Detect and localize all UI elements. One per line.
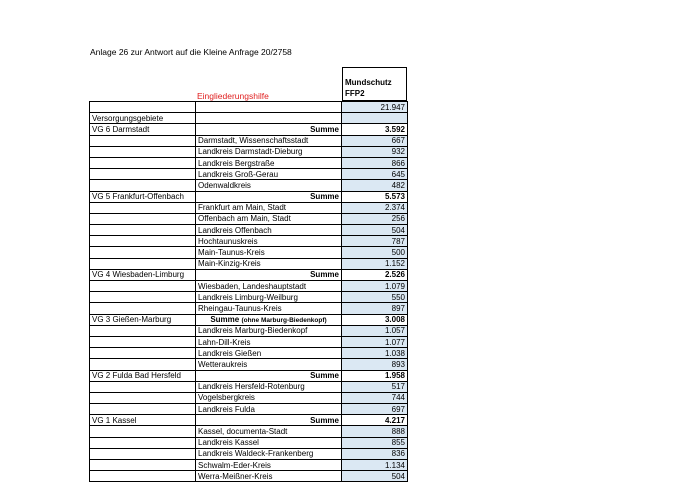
- column-header-mundschutz: [342, 67, 407, 101]
- district-row: [90, 247, 408, 258]
- district-row: [90, 169, 408, 180]
- district-row: [90, 303, 408, 314]
- region-sum-row: [90, 370, 408, 381]
- region-name: VG 5 Frankfurt-Offenbach: [90, 191, 196, 202]
- district-row: [90, 471, 408, 482]
- blank-cell: [90, 135, 196, 146]
- district-name: Landkreis Limburg-Weilburg: [196, 292, 342, 303]
- district-name: Vogelsbergkreis: [196, 392, 342, 403]
- district-name: Wiesbaden, Landeshauptstadt: [196, 281, 342, 292]
- district-row: [90, 258, 408, 269]
- district-name: Landkreis Kassel: [196, 437, 342, 448]
- district-value: 855: [342, 437, 408, 448]
- blank-cell: [90, 381, 196, 392]
- sum-label-cell: [196, 269, 342, 280]
- district-row: [90, 381, 408, 392]
- blank-cell: [90, 348, 196, 359]
- region-name: VG 2 Fulda Bad Hersfeld: [90, 370, 196, 381]
- sum-label: Summe: [310, 415, 339, 425]
- district-value: 1.152: [342, 258, 408, 269]
- district-name: Wetteraukreis: [196, 359, 342, 370]
- blank-cell: [90, 146, 196, 157]
- region-sum-row: [90, 269, 408, 280]
- sum-note: (ohne Marburg-Biedenkopf): [241, 316, 327, 324]
- district-name: Offenbach am Main, Stadt: [196, 213, 342, 224]
- blank-cell: [90, 236, 196, 247]
- district-value: 932: [342, 146, 408, 157]
- district-value: 517: [342, 381, 408, 392]
- district-name: Werra-Meißner-Kreis: [196, 471, 342, 482]
- region-name: VG 6 Darmstadt: [90, 124, 196, 135]
- sum-label: Summe: [310, 124, 339, 134]
- document-caption: Anlage 26 zur Antwort auf die Kleine Anfrage 20/2758: [90, 47, 292, 57]
- district-row: [90, 180, 408, 191]
- blank-cell: [90, 392, 196, 403]
- district-value: 667: [342, 135, 408, 146]
- district-value: 645: [342, 169, 408, 180]
- region-sum-row: [90, 415, 408, 426]
- district-value: 504: [342, 471, 408, 482]
- district-value: 836: [342, 448, 408, 459]
- district-name: Main-Taunus-Kreis: [196, 247, 342, 258]
- district-row: [90, 426, 408, 437]
- district-row: [90, 359, 408, 370]
- sum-label: Summe: [310, 371, 339, 381]
- district-value: 550: [342, 292, 408, 303]
- district-value: 2.374: [342, 202, 408, 213]
- section-label-row: [90, 113, 408, 124]
- district-row: [90, 292, 408, 303]
- blank-cell: [90, 102, 196, 113]
- blank-cell: [90, 325, 196, 336]
- blank-cell: [90, 180, 196, 191]
- district-row: [90, 336, 408, 347]
- district-row: [90, 437, 408, 448]
- district-value: 500: [342, 247, 408, 258]
- district-row: [90, 202, 408, 213]
- district-row: [90, 146, 408, 157]
- district-value: 504: [342, 225, 408, 236]
- region-name: VG 3 Gießen-Marburg: [90, 314, 196, 325]
- district-name: Landkreis Waldeck-Frankenberg: [196, 448, 342, 459]
- blank-cell: [90, 460, 196, 471]
- district-row: [90, 135, 408, 146]
- region-sum-value: 1.958: [342, 370, 408, 381]
- region-sum-value: 3.008: [342, 314, 408, 325]
- section-label: Versorgungsgebiete: [90, 113, 196, 124]
- district-value: 1.057: [342, 325, 408, 336]
- district-value: 697: [342, 404, 408, 415]
- district-row: [90, 213, 408, 224]
- district-value: 1.038: [342, 348, 408, 359]
- sum-label-cell: [196, 415, 342, 426]
- district-row: [90, 460, 408, 471]
- category-label: Eingliederungshilfe: [197, 91, 269, 101]
- column-header-line2: FFP2: [345, 89, 365, 98]
- district-name: Darmstadt, Wissenschaftsstadt: [196, 135, 342, 146]
- blank-cell: [90, 247, 196, 258]
- blank-cell: [90, 448, 196, 459]
- district-row: [90, 236, 408, 247]
- blank-cell: [90, 202, 196, 213]
- district-row: [90, 157, 408, 168]
- blank-cell: [90, 404, 196, 415]
- region-name: VG 1 Kassel: [90, 415, 196, 426]
- district-row: [90, 325, 408, 336]
- district-row: [90, 404, 408, 415]
- sum-label: Summe: [310, 192, 339, 202]
- blank-cell: [90, 471, 196, 482]
- blank-cell: [90, 258, 196, 269]
- column-header-line1: Mundschutz: [345, 78, 392, 87]
- blank-cell: [90, 303, 196, 314]
- district-name: Kassel, documenta-Stadt: [196, 426, 342, 437]
- district-name: Hochtaunuskreis: [196, 236, 342, 247]
- district-name: Landkreis Offenbach: [196, 225, 342, 236]
- district-row: [90, 348, 408, 359]
- sum-label-cell: [196, 370, 342, 381]
- blank-cell: [90, 426, 196, 437]
- district-name: Landkreis Gießen: [196, 348, 342, 359]
- blank-cell: [90, 437, 196, 448]
- district-name: Landkreis Hersfeld-Rotenburg: [196, 381, 342, 392]
- district-name: Frankfurt am Main, Stadt: [196, 202, 342, 213]
- district-value: 888: [342, 426, 408, 437]
- district-value: 1.077: [342, 336, 408, 347]
- region-sum-value: 4.217: [342, 415, 408, 426]
- blank-cell: [196, 102, 342, 113]
- district-value: 897: [342, 303, 408, 314]
- sum-label-cell: [196, 314, 342, 325]
- distribution-table: [89, 101, 408, 482]
- blank-cell: [90, 169, 196, 180]
- district-value: 256: [342, 213, 408, 224]
- district-name: Rheingau-Taunus-Kreis: [196, 303, 342, 314]
- blank-cell: [342, 113, 408, 124]
- sum-label: Summe: [310, 270, 339, 280]
- district-value: 744: [342, 392, 408, 403]
- region-sum-row: [90, 191, 408, 202]
- blank-cell: [90, 292, 196, 303]
- district-name: Landkreis Darmstadt-Dieburg: [196, 146, 342, 157]
- blank-cell: [90, 359, 196, 370]
- district-name: Landkreis Fulda: [196, 404, 342, 415]
- district-value: 787: [342, 236, 408, 247]
- region-sum-value: 5.573: [342, 191, 408, 202]
- region-sum-value: 2.526: [342, 269, 408, 280]
- sum-label-cell: [196, 124, 342, 135]
- grand-total-value: 21.947: [342, 102, 408, 113]
- district-value: 893: [342, 359, 408, 370]
- region-name: VG 4 Wiesbaden-Limburg: [90, 269, 196, 280]
- blank-cell: [90, 225, 196, 236]
- region-sum-value: 3.592: [342, 124, 408, 135]
- district-value: 482: [342, 180, 408, 191]
- total-row: [90, 102, 408, 113]
- district-name: Landkreis Bergstraße: [196, 157, 342, 168]
- district-name: Schwalm-Eder-Kreis: [196, 460, 342, 471]
- blank-cell: [90, 157, 196, 168]
- blank-cell: [90, 336, 196, 347]
- district-row: [90, 392, 408, 403]
- district-name: Odenwaldkreis: [196, 180, 342, 191]
- district-value: 1.079: [342, 281, 408, 292]
- blank-cell: [90, 281, 196, 292]
- district-name: Lahn-Dill-Kreis: [196, 336, 342, 347]
- district-name: Main-Kinzig-Kreis: [196, 258, 342, 269]
- blank-cell: [90, 213, 196, 224]
- district-value: 1.134: [342, 460, 408, 471]
- blank-cell: [196, 113, 342, 124]
- sum-label-cell: [196, 191, 342, 202]
- sum-label: Summe: [210, 314, 240, 324]
- district-name: Landkreis Marburg-Biedenkopf: [196, 325, 342, 336]
- region-sum-row: [90, 124, 408, 135]
- district-row: [90, 448, 408, 459]
- district-name: Landkreis Groß-Gerau: [196, 169, 342, 180]
- district-row: [90, 281, 408, 292]
- region-sum-row: [90, 314, 408, 325]
- district-value: 866: [342, 157, 408, 168]
- district-row: [90, 225, 408, 236]
